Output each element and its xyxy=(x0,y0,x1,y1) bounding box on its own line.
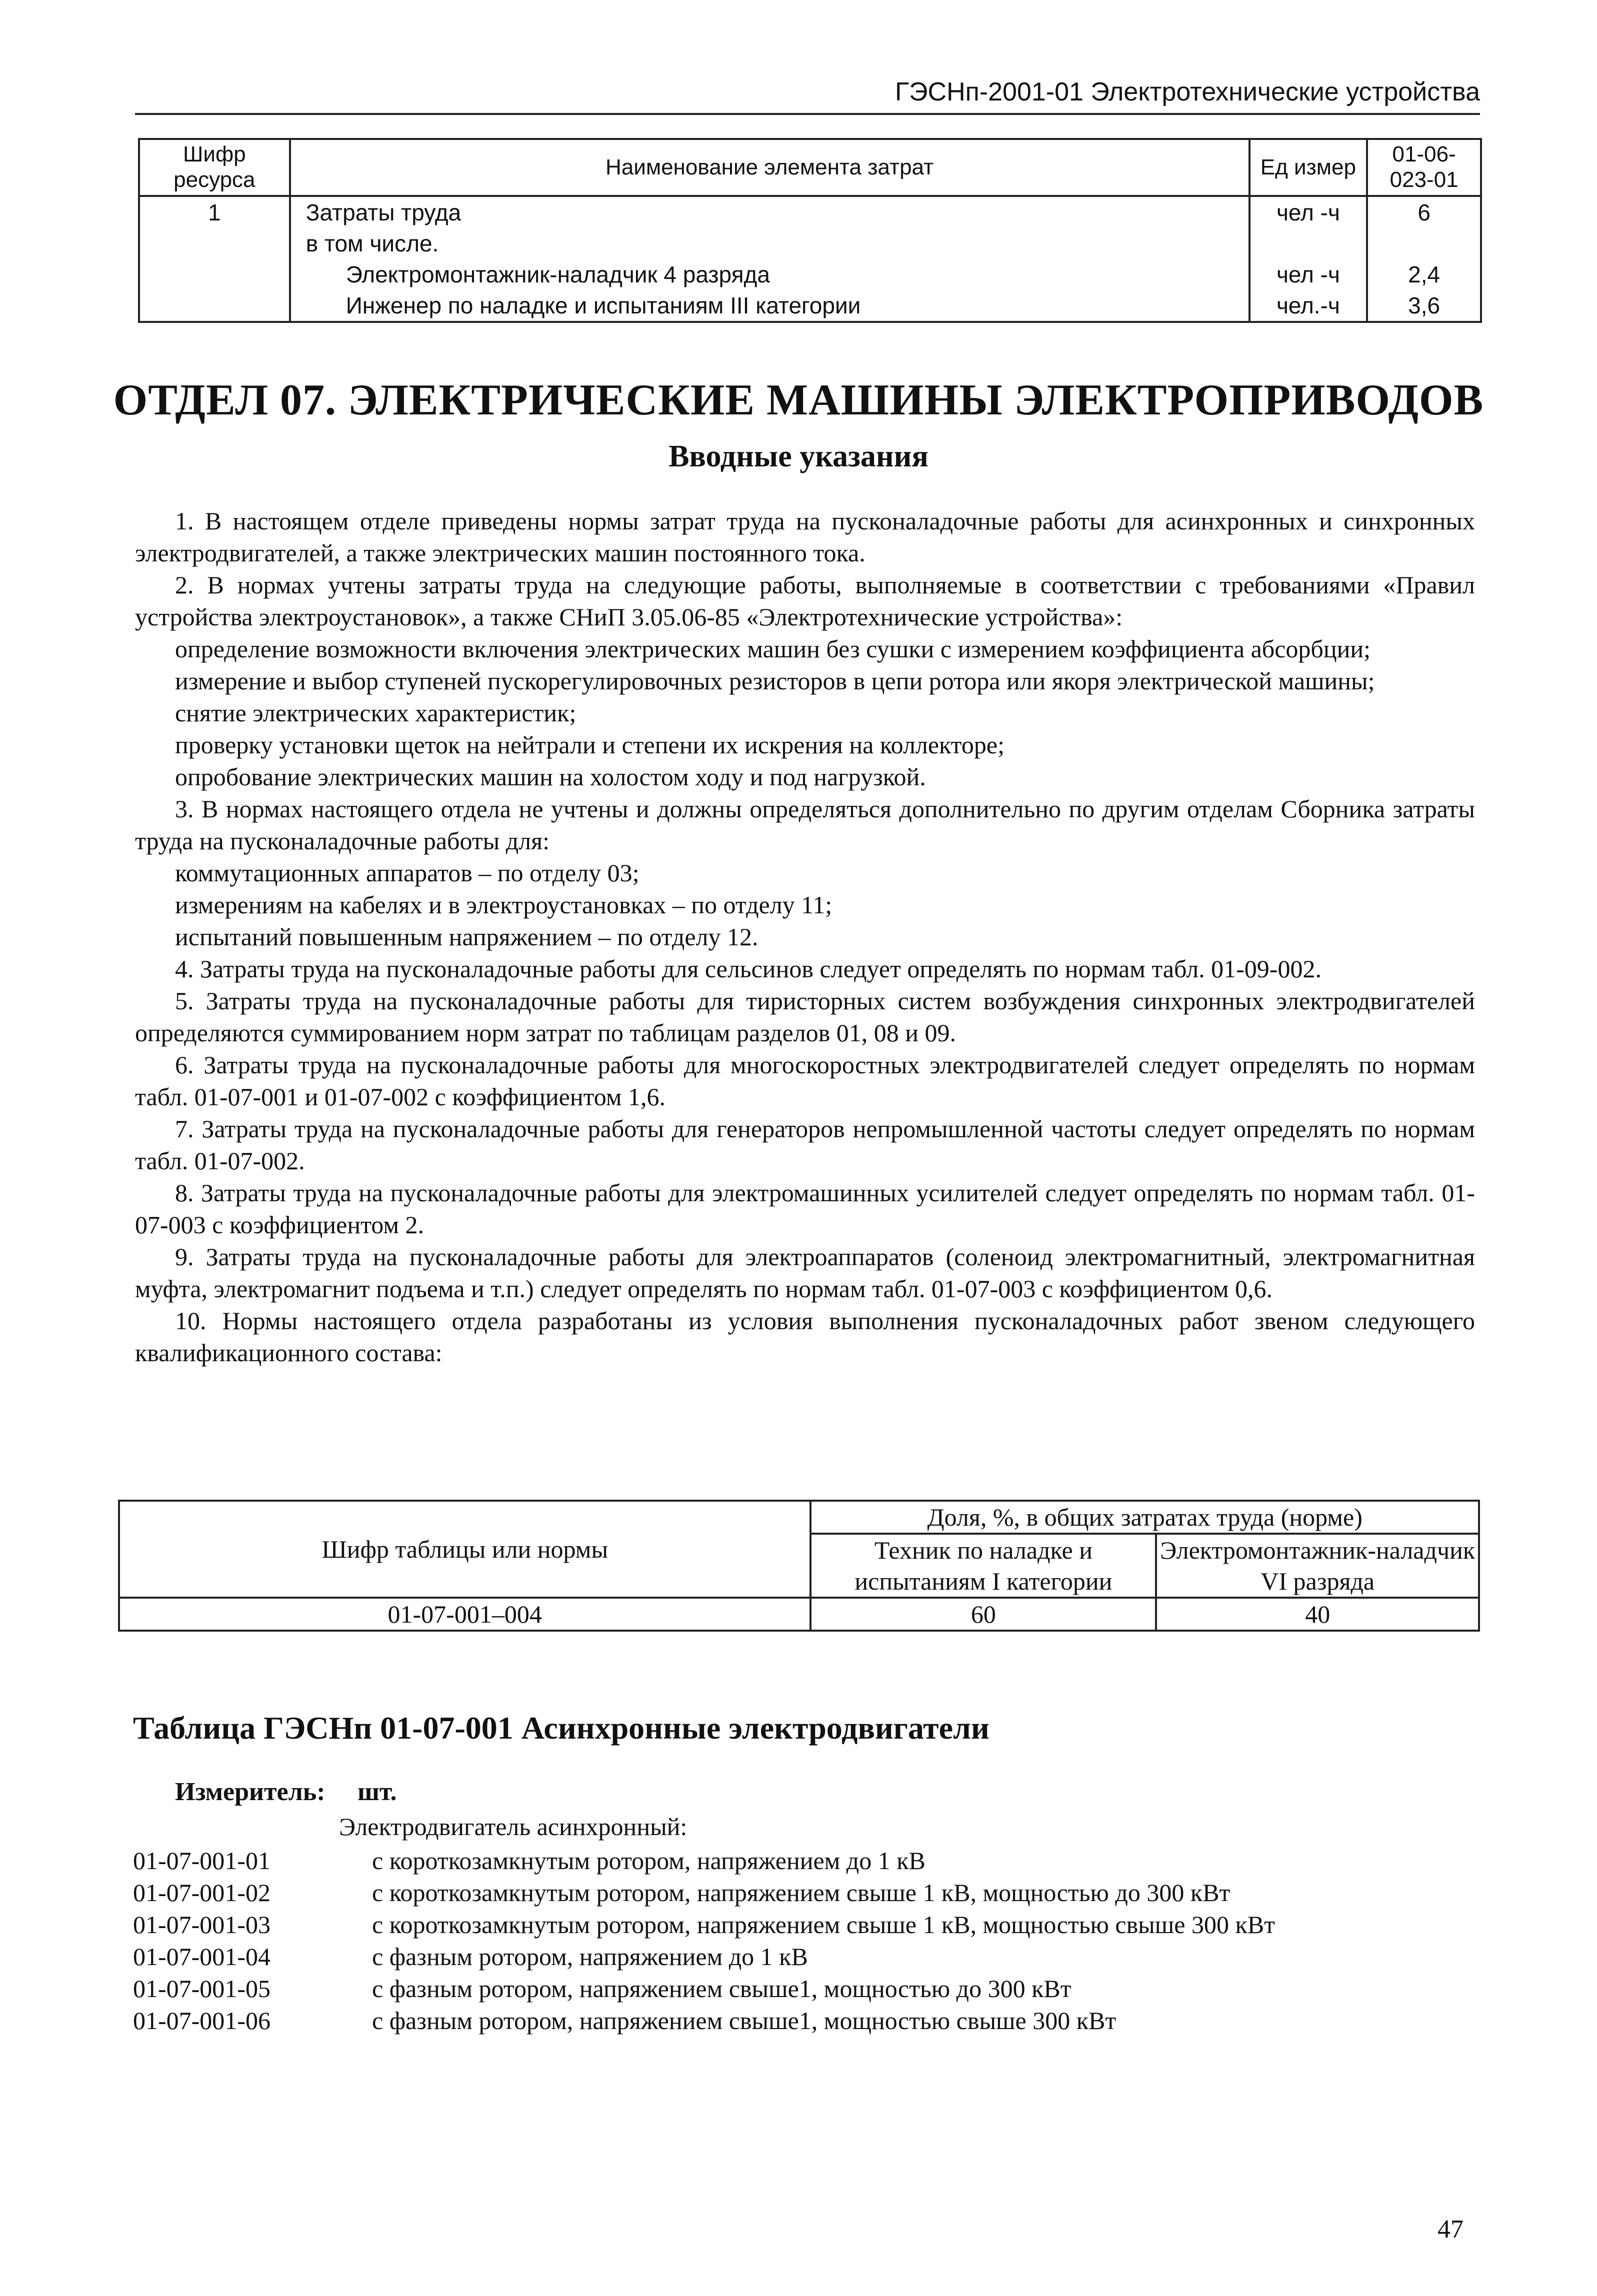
resource-value-cell: 6 xyxy=(1367,196,1481,228)
norm-code: 01-07-001-04 xyxy=(133,1943,270,1971)
norm-description: с короткозамкнутым ротором, напряжением до 1 кВ xyxy=(372,1847,926,1875)
resource-table xyxy=(138,138,1482,323)
share-table-col-technician: Техник по наладке и испытаниям I категории xyxy=(810,1534,1156,1598)
intro-paragraph: измерение и выбор ступеней пускорегулировочных резисторов в цепи ротора или якоря электрической машины; xyxy=(175,667,1375,695)
crew-share-table xyxy=(118,1500,1480,1632)
column-header: Ед измер xyxy=(1250,139,1368,196)
intro-paragraph: 3. В нормах настоящего отдела не учтены и должны определяться дополнительно по другим отделам Сборника затраты труда на пусконаладочные работы для: xyxy=(135,795,1475,855)
resource-unit-cell: чел -ч xyxy=(1250,259,1368,290)
norm-code-row xyxy=(133,1877,1483,1909)
share-row-code: 01-07-001–004 xyxy=(119,1598,810,1631)
resource-name-cell: в том числе. xyxy=(290,228,1250,259)
intro-paragraph: испытаний повышенным напряжением – по отделу 12. xyxy=(175,923,758,951)
running-title: ГЭСНп-2001-01 Электротехнические устройства xyxy=(895,77,1480,106)
intro-paragraph: 6. Затраты труда на пусконаладочные работы для многоскоростных электродвигателей следует определять по нормам табл. 01-07-001 и 01-07-002 с коэффициентом 1,6. xyxy=(135,1051,1475,1111)
intro-paragraph: снятие электрических характеристик; xyxy=(175,699,576,727)
share-table-group-header: Доля, %, в общих затратах труда (норме) xyxy=(810,1501,1479,1534)
column-header: 01-06- 023-01 xyxy=(1367,139,1481,196)
item-group-label: Электродвигатель асинхронный: xyxy=(339,1813,688,1841)
resource-name-cell: Затраты труда xyxy=(290,196,1250,228)
intro-paragraph: 8. Затраты труда на пусконаладочные работы для электромашинных усилителей следует определять по нормам табл. 01-07-003 с коэффициентом 2. xyxy=(135,1179,1475,1239)
column-header: Наименование элемента затрат xyxy=(290,139,1250,196)
norm-code-row xyxy=(133,1845,1483,1877)
resource-code-cell: 1 xyxy=(139,196,290,228)
resource-code-cell xyxy=(139,259,290,290)
norm-code: 01-07-001-05 xyxy=(133,1975,270,2003)
intro-paragraph: опробование электрических машин на холостом ходу и под нагрузкой. xyxy=(175,763,926,791)
table-row xyxy=(139,290,1481,322)
share-row-technician: 60 xyxy=(810,1598,1156,1631)
intro-paragraph: 1. В настоящем отделе приведены нормы затрат труда на пусконаладочные работы для асинхронных и синхронных электродвигателей, а также электрических машин постоянного тока. xyxy=(135,507,1475,567)
table-row xyxy=(139,228,1481,259)
norm-code: 01-07-001-01 xyxy=(133,1847,270,1875)
resource-unit-cell xyxy=(1250,228,1368,259)
meter-label: Измеритель: xyxy=(175,1778,326,1806)
table-row xyxy=(119,1598,1479,1631)
table-row xyxy=(139,259,1481,290)
subsection-title: Вводные указания xyxy=(668,439,928,473)
norm-code: 01-07-001-03 xyxy=(133,1911,270,1939)
intro-text xyxy=(135,505,1475,1369)
resource-value-cell: 2,4 xyxy=(1367,259,1481,290)
intro-paragraph: 7. Затраты труда на пусконаладочные работы для генераторов непромышленной частоты следует определять по нормам табл. 01-07-002. xyxy=(135,1115,1475,1175)
resource-unit-cell: чел -ч xyxy=(1250,196,1368,228)
norm-description: с фазным ротором, напряжением свыше1, мощностью свыше 300 кВт xyxy=(372,2007,1116,2035)
intro-paragraph: 4. Затраты труда на пусконаладочные работы для сельсинов следует определять по нормам табл. 01-09-002. xyxy=(175,955,1322,983)
norm-code-row xyxy=(133,1941,1483,1973)
column-header: Шифр ресурса xyxy=(139,139,290,196)
resource-value-cell: 3,6 xyxy=(1367,290,1481,322)
norm-description: с фазным ротором, напряжением до 1 кВ xyxy=(372,1943,808,1971)
resource-code-cell xyxy=(139,228,290,259)
norm-code: 01-07-001-02 xyxy=(133,1879,270,1907)
page-number: 47 xyxy=(1438,2215,1464,2244)
intro-paragraph: 5. Затраты труда на пусконаладочные работы для тиристорных систем возбуждения синхронных электродвигателей определяются суммированием норм затрат по таблицам разделов 01, 08 и 09. xyxy=(135,987,1475,1047)
norm-code-row xyxy=(133,1909,1483,1941)
intro-paragraph: 10. Нормы настоящего отдела разработаны из условия выполнения пусконаладочных работ звеном следующего квалификационного состава: xyxy=(135,1307,1475,1367)
resource-table-header xyxy=(139,139,1481,196)
norm-code-row xyxy=(133,1973,1483,2005)
table-title: Таблица ГЭСНп 01-07-001 Асинхронные электродвигатели xyxy=(133,1710,990,1746)
intro-paragraph: измерениям на кабелях и в электроустановках – по отделу 11; xyxy=(175,891,832,919)
intro-paragraph: 9. Затраты труда на пусконаладочные работы для электроаппаратов (соленоид электромагнитный, электромагнитная муфта, электромагнит подъема и т.п.) следует определять по нормам табл. 01-07-003 с коэффициентом 0,6. xyxy=(135,1243,1475,1303)
norm-code: 01-07-001-06 xyxy=(133,2007,270,2035)
norm-code-row xyxy=(133,2005,1483,2037)
norm-description: с фазным ротором, напряжением свыше1, мощностью до 300 кВт xyxy=(372,1975,1072,2003)
section-title: ОТДЕЛ 07. ЭЛЕКТРИЧЕСКИЕ МАШИНЫ ЭЛЕКТРОПРИВОДОВ xyxy=(113,376,1484,424)
meter-value: шт. xyxy=(358,1778,397,1806)
norm-code-list xyxy=(133,1845,1483,2037)
intro-paragraph: коммутационных аппаратов – по отделу 03; xyxy=(175,859,640,887)
table-row xyxy=(139,196,1481,228)
intro-paragraph: 2. В нормах учтены затраты труда на следующие работы, выполняемые в соответствии с требованиями «Правил устройства электроустановок», а также СНиП 3.05.06-85 «Электротехнические устройства»: xyxy=(135,571,1475,631)
resource-value-cell xyxy=(1367,228,1481,259)
share-table-code-header: Шифр таблицы или нормы xyxy=(119,1501,810,1598)
resource-name-cell: Инженер по наладке и испытаниям III категории xyxy=(290,290,1250,322)
share-table-col-electrician: Электромонтажник-наладчик VI разряда xyxy=(1156,1534,1479,1598)
norm-description: с короткозамкнутым ротором, напряжением свыше 1 кВ, мощностью до 300 кВт xyxy=(372,1879,1230,1907)
resource-unit-cell: чел.-ч xyxy=(1250,290,1368,322)
norm-description: с короткозамкнутым ротором, напряжением свыше 1 кВ, мощностью свыше 300 кВт xyxy=(372,1911,1275,1939)
resource-code-cell xyxy=(139,290,290,322)
share-row-electrician: 40 xyxy=(1156,1598,1479,1631)
running-header xyxy=(135,75,1480,115)
intro-paragraph: проверку установки щеток на нейтрали и степени их искрения на коллекторе; xyxy=(175,731,1004,759)
intro-paragraph: определение возможности включения электрических машин без сушки с измерением коэффициента абсорбции; xyxy=(175,635,1370,663)
resource-name-cell: Электромонтажник-наладчик 4 разряда xyxy=(290,259,1250,290)
